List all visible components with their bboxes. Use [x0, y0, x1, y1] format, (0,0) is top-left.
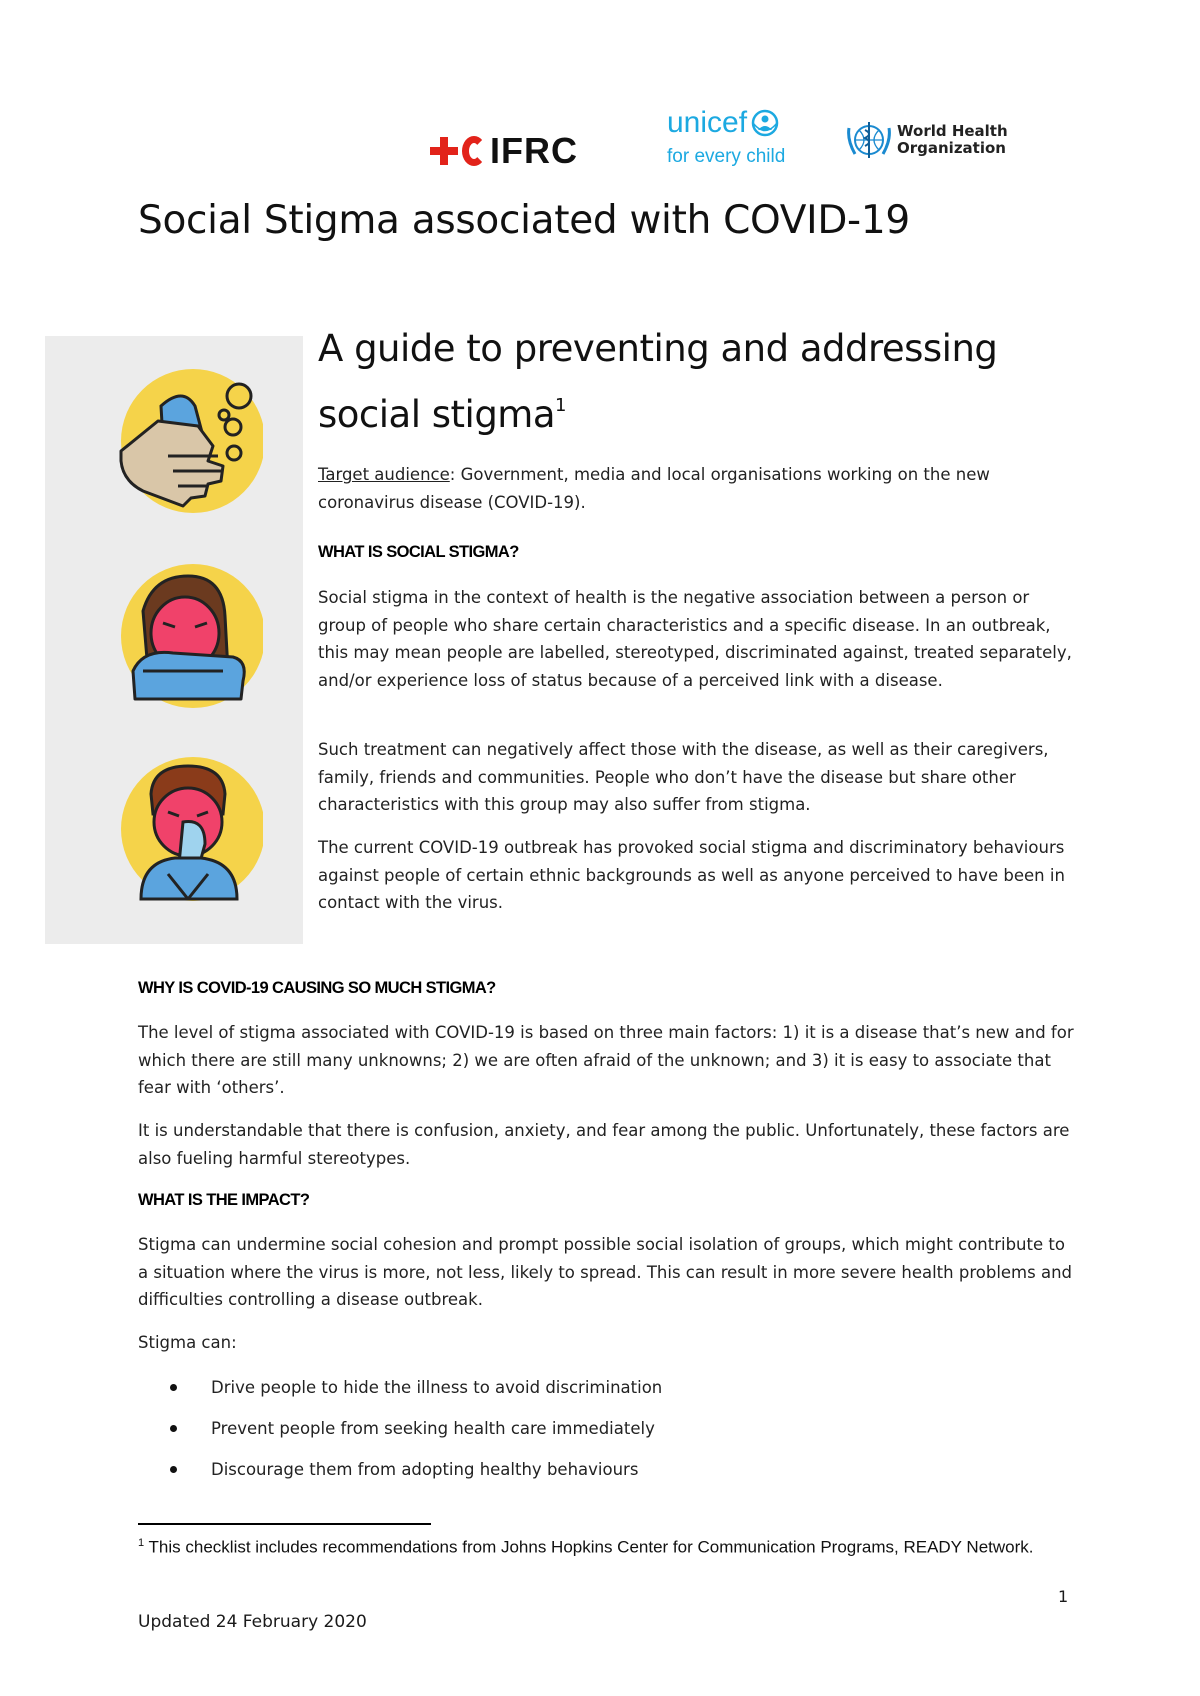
target-audience-label: Target audience [318, 465, 450, 484]
heading-what-is-social-stigma: WHAT IS SOCIAL STIGMA? [318, 543, 519, 561]
heading-impact: WHAT IS THE IMPACT? [138, 1191, 310, 1209]
logo-row [430, 100, 1030, 190]
footnote-number: 1 [138, 1537, 145, 1549]
ifrc-logo-text: IFRC [490, 130, 578, 171]
bullet-text: Discourage them from adopting healthy behaviours [211, 1459, 639, 1479]
what-is-paragraph-2: Such treatment can negatively affect those with the disease, as well as their caregivers, family, friends and communities. People who don’t have the disease but share other characteristics with this group may also suffer from stigma. [318, 740, 1049, 814]
list-item [170, 1367, 970, 1408]
person-sneezing-icon [113, 754, 263, 904]
unicef-name: unicef [667, 106, 748, 139]
impact-paragraph-1: Stigma can undermine social cohesion and prompt possible social isolation of groups, which might contribute to a situation where the virus is more, not less, likely to spread. This can result in more severe health problems and difficulties controlling a disease outbreak. [138, 1235, 1073, 1309]
why-paragraph-2: It is understandable that there is confusion, anxiety, and fear among the public. Unfortunately, these factors are also fueling harmful stereotypes. [138, 1121, 1070, 1168]
impact-paragraph-2: Stigma can: [138, 1333, 237, 1352]
guide-title-text: A guide to preventing and addressing social stigma [318, 327, 998, 436]
unicef-tagline: for every child [667, 146, 786, 167]
bullet-icon [170, 1425, 177, 1432]
footnote-text: This checklist includes recommendations from Johns Hopkins Center for Communication Programs, READY Network. [144, 1537, 1034, 1557]
bullet-icon [170, 1384, 177, 1391]
bullet-icon [170, 1466, 177, 1473]
target-audience-text: : Government, media and local organisations working on the new coronavirus disease (COVID-19). [318, 465, 990, 512]
who-name-line2: Organization [897, 139, 1006, 157]
page-number: 1 [1058, 1587, 1069, 1606]
who-logo [845, 118, 1008, 162]
guide-title [318, 320, 1038, 443]
person-coughing-icon [113, 561, 263, 711]
footnote-divider [138, 1523, 431, 1525]
ifrc-logo [430, 130, 578, 172]
what-is-paragraph-1: Social stigma in the context of health is the negative association between a person or group of people who share certain characteristics and a specific disease. In an outbreak, this may mean people are labelled, stereotyped, discriminated against, treated separately, and/or experience loss of status because of a perceived link with a disease. [318, 588, 1072, 690]
unicef-logo [667, 108, 785, 168]
who-name-line1: World Health [897, 122, 1008, 140]
footnote [138, 1532, 1098, 1559]
list-item [170, 1408, 970, 1449]
heading-why-stigma: WHY IS COVID-19 CAUSING SO MUCH STIGMA? [138, 979, 496, 997]
unicef-emblem-icon [750, 108, 780, 138]
red-cross-icon [430, 137, 458, 165]
bullet-text: Prevent people from seeking health care immediately [211, 1418, 655, 1438]
document-title: Social Stigma associated with COVID-19 [138, 198, 910, 243]
illustration-panel [45, 336, 303, 944]
footnote-ref[interactable]: 1 [555, 395, 566, 416]
why-paragraph-1: The level of stigma associated with COVID-19 is based on three main factors: 1) it is a disease that’s new and for which there are still many unknowns; 2) we are often afraid of the unknown; and 3) it is easy to associate that fear with ‘others’. [138, 1023, 1074, 1097]
what-is-paragraph-3: The current COVID-19 outbreak has provoked social stigma and discriminatory behaviours against people of certain ethnic backgrounds as well as anyone perceived to have been in contact with the virus. [318, 838, 1065, 912]
bullet-text: Drive people to hide the illness to avoid discrimination [211, 1377, 663, 1397]
hand-washing-icon [113, 366, 263, 516]
target-audience [318, 461, 1078, 516]
red-crescent-icon [462, 136, 486, 166]
list-item [170, 1449, 970, 1490]
updated-date: Updated 24 February 2020 [138, 1612, 367, 1632]
impact-bullet-list [170, 1367, 970, 1490]
who-emblem-icon [845, 118, 893, 162]
